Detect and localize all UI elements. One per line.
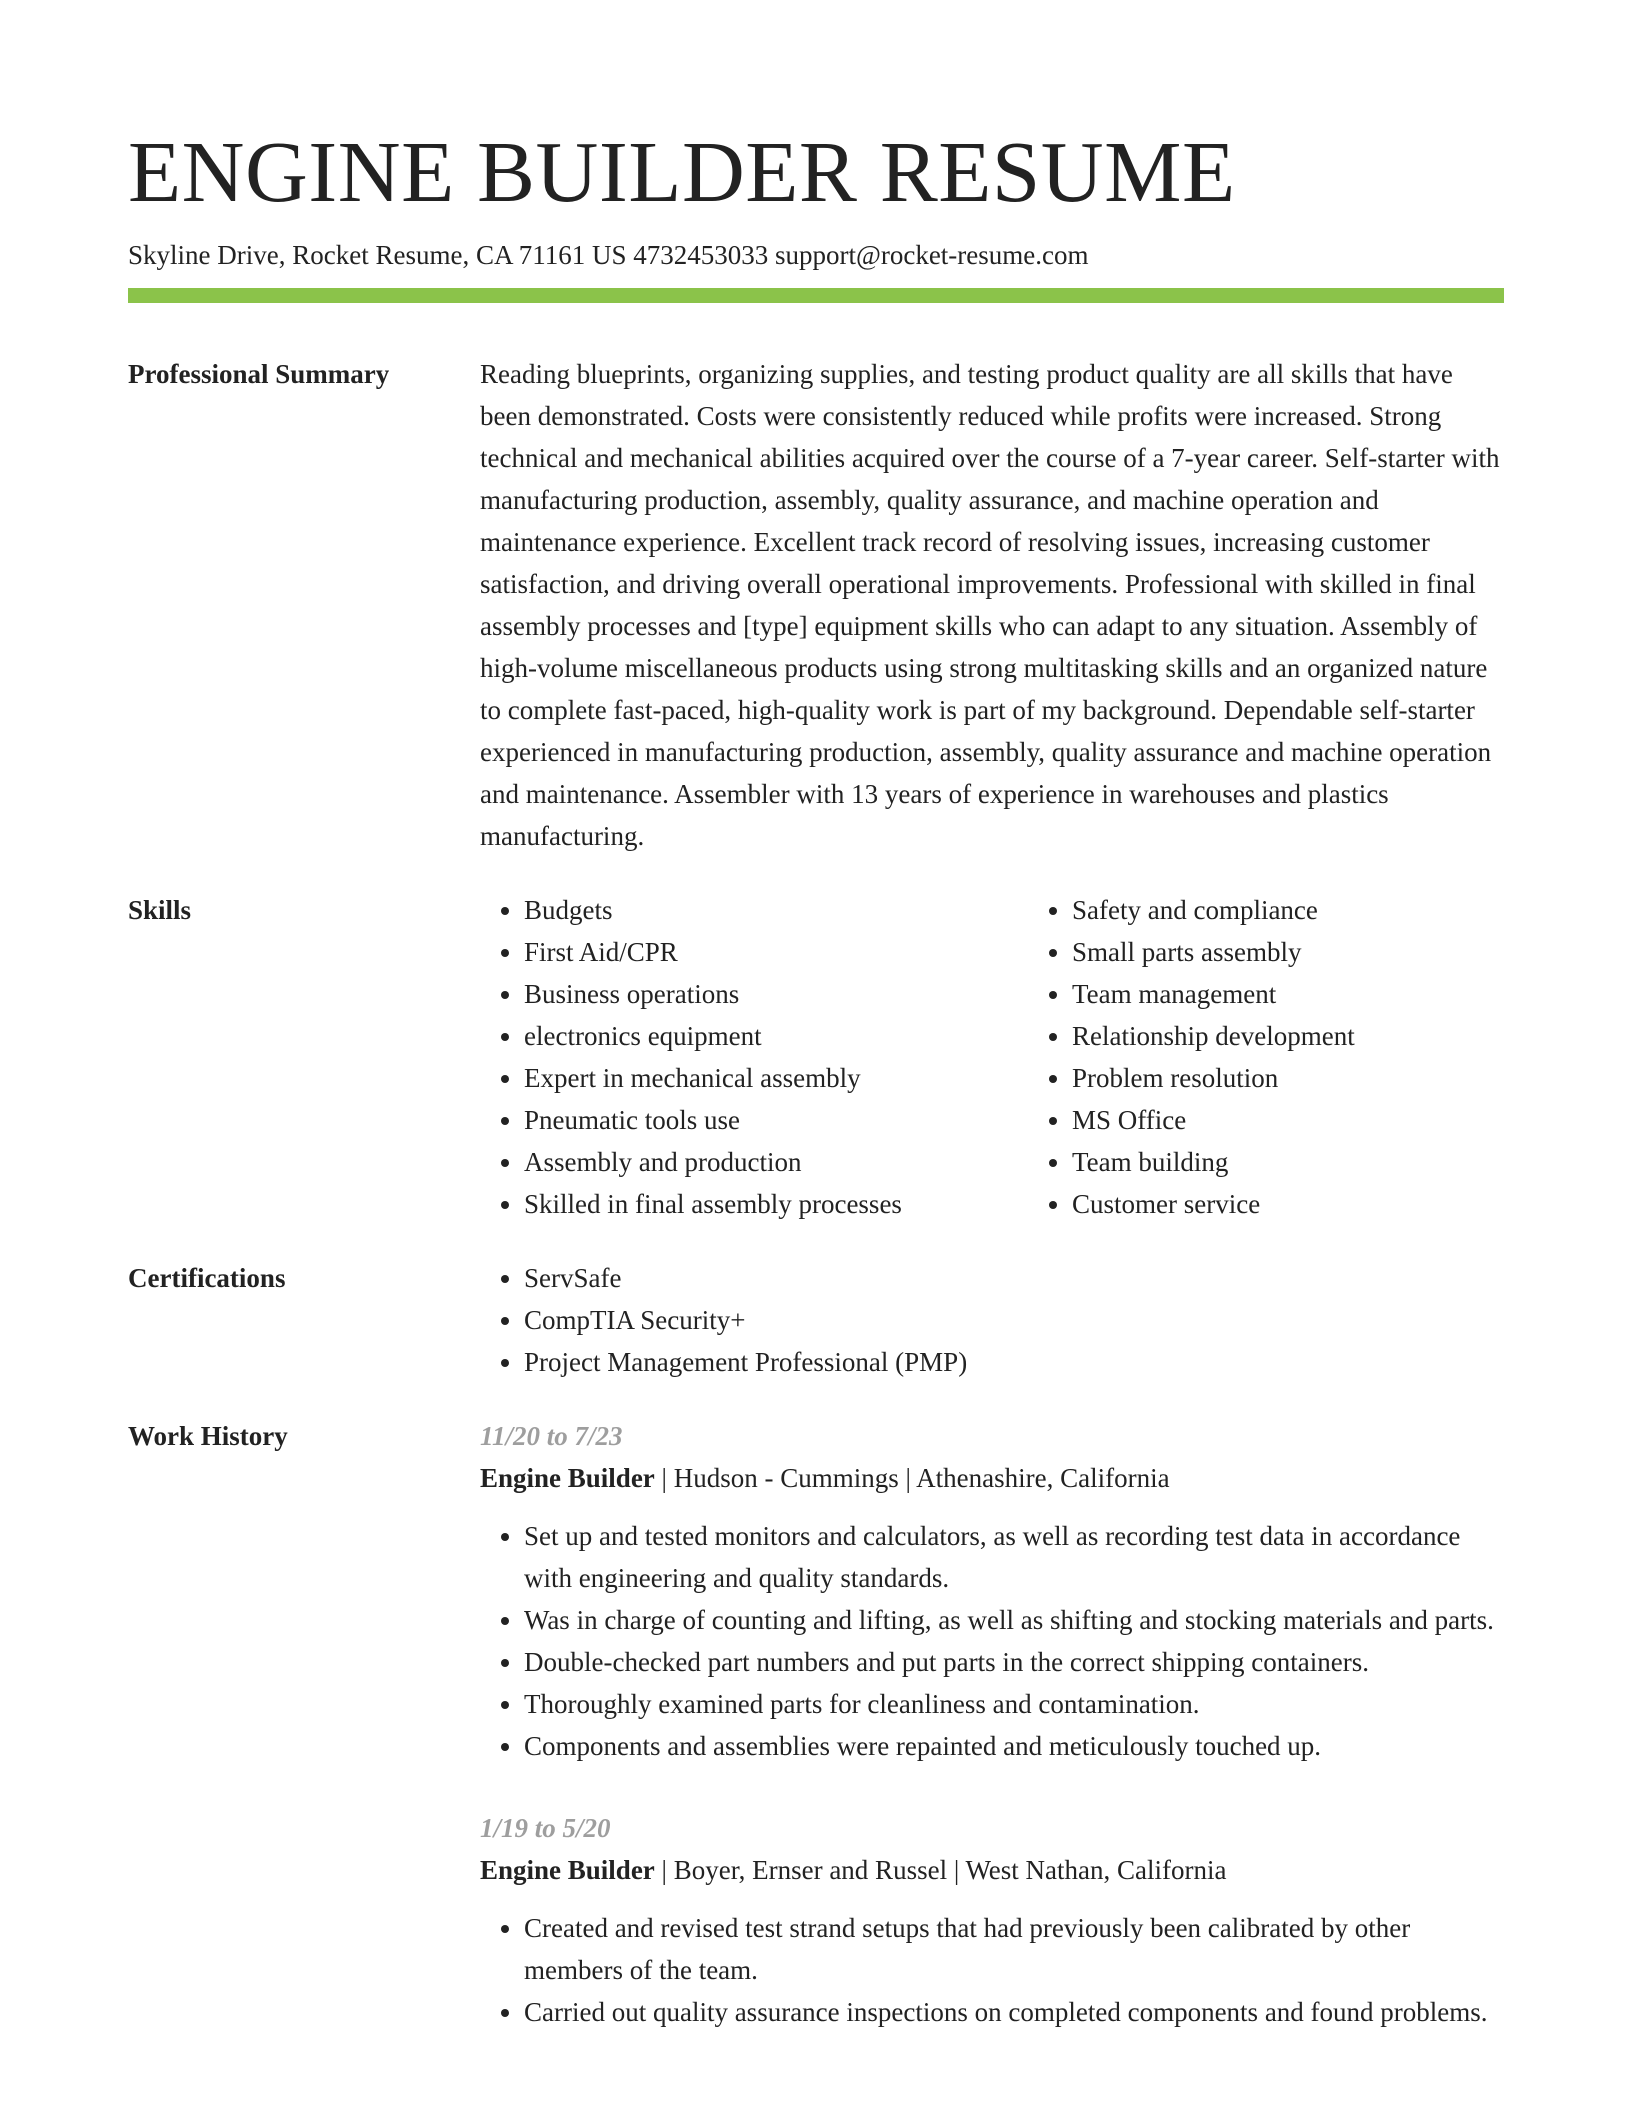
- contact-line: [128, 238, 1504, 272]
- skill-item: • Pneumatic tools use: [524, 1099, 1028, 1141]
- skill-item: • Problem resolution: [1072, 1057, 1572, 1099]
- summary-section: [128, 353, 1504, 857]
- job-title-line: [480, 1849, 1504, 1891]
- job-duties-list: [480, 1515, 1504, 1767]
- skills-section: [128, 889, 1504, 1225]
- resume-title: ENGINE BUILDER RESUME: [128, 123, 1236, 220]
- skills-list-left: [480, 889, 1028, 1225]
- job-dates: 1/19 to 5/20: [480, 1813, 611, 1843]
- section-label-certifications: Certifications: [128, 1263, 286, 1293]
- section-label-skills: Skills: [128, 895, 192, 925]
- skill-item: • MS Office: [1072, 1099, 1572, 1141]
- section-label-work-history: Work History: [128, 1421, 288, 1451]
- skills-list-right: [1028, 889, 1572, 1225]
- skill-item: • Small parts assembly: [1072, 931, 1572, 973]
- job-employer-location: | Boyer, Ernser and Russel | West Nathan, California: [654, 1855, 1227, 1885]
- skill-item: • Business operations: [524, 973, 1028, 1015]
- contact-phone: 4732453033: [633, 240, 769, 270]
- skill-item: • First Aid/CPR: [524, 931, 1028, 973]
- skill-item: • Customer service: [1072, 1183, 1572, 1225]
- skill-item: • Safety and compliance: [1072, 889, 1572, 931]
- contact-address: Skyline Drive, Rocket Resume, CA 71161 US: [128, 240, 627, 270]
- skill-item: • Team management: [1072, 973, 1572, 1015]
- header-divider: [128, 288, 1504, 303]
- job-duty: • Was in charge of counting and lifting, as well as shifting and stocking materials and parts.: [524, 1599, 1504, 1641]
- job-duty: • Created and revised test strand setups that had previously been calibrated by other members of the team.: [524, 1907, 1504, 1991]
- job-title: Engine Builder: [480, 1463, 655, 1493]
- job-duty: • Double-checked part numbers and put parts in the correct shipping containers.: [524, 1641, 1504, 1683]
- summary-text: Reading blueprints, organizing supplies, and testing product quality are all skills that have been demonstrated. Costs were consistently reduced while profits were increased. Strong technical and mechanical abilities acquired over the course of a 7-year career. Self-starter with manufacturing production, assembly, quality assurance, and machine operation and maintenance experience. Excellent track record of resolving issues, increasing customer satisfaction, and driving overall operational improvements. Professional with skilled in final assembly processes and [type] equipment skills who can adapt to any situation. Assembly of high-volume miscellaneous products using strong multitasking skills and an organized nature to complete fast-paced, high-quality work is part of my background. Dependable self-starter experienced in manufacturing production, assembly, quality assurance and machine operation and maintenance. Assembler with 13 years of experience in warehouses and plastics manufacturing.: [480, 359, 1500, 851]
- skill-item: • Expert in mechanical assembly: [524, 1057, 1028, 1099]
- job-entry: [480, 1807, 1504, 2033]
- job-duty: • Components and assemblies were repainted and meticulously touched up.: [524, 1725, 1504, 1767]
- skill-item: • Team building: [1072, 1141, 1572, 1183]
- skill-item: • Budgets: [524, 889, 1028, 931]
- job-title-line: [480, 1457, 1504, 1499]
- job-duty: • Thoroughly examined parts for cleanliness and contamination.: [524, 1683, 1504, 1725]
- certifications-list: [480, 1257, 1504, 1383]
- skill-item: • Skilled in final assembly processes: [524, 1183, 1028, 1225]
- resume-page: [128, 0, 1504, 2073]
- skill-item: • Relationship development: [1072, 1015, 1572, 1057]
- job-title: Engine Builder: [480, 1855, 655, 1885]
- certification-item: • ServSafe: [524, 1257, 1504, 1299]
- certifications-section: [128, 1257, 1504, 1383]
- certification-item: • CompTIA Security+: [524, 1299, 1504, 1341]
- job-entry: [480, 1415, 1504, 1767]
- contact-email[interactable]: support@rocket-resume.com: [774, 240, 1089, 270]
- section-label-summary: Professional Summary: [128, 359, 390, 389]
- skill-item: • electronics equipment: [524, 1015, 1028, 1057]
- job-duty: • Carried out quality assurance inspections on completed components and found problems.: [524, 1991, 1504, 2033]
- job-employer-location: | Hudson - Cummings | Athenashire, California: [654, 1463, 1170, 1493]
- job-dates: 11/20 to 7/23: [480, 1421, 623, 1451]
- certification-item: • Project Management Professional (PMP): [524, 1341, 1504, 1383]
- job-duties-list: [480, 1907, 1504, 2033]
- skill-item: • Assembly and production: [524, 1141, 1028, 1183]
- work-history-section: [128, 1415, 1504, 2073]
- job-duty: • Set up and tested monitors and calculators, as well as recording test data in accordance with engineering and quality standards.: [524, 1515, 1504, 1599]
